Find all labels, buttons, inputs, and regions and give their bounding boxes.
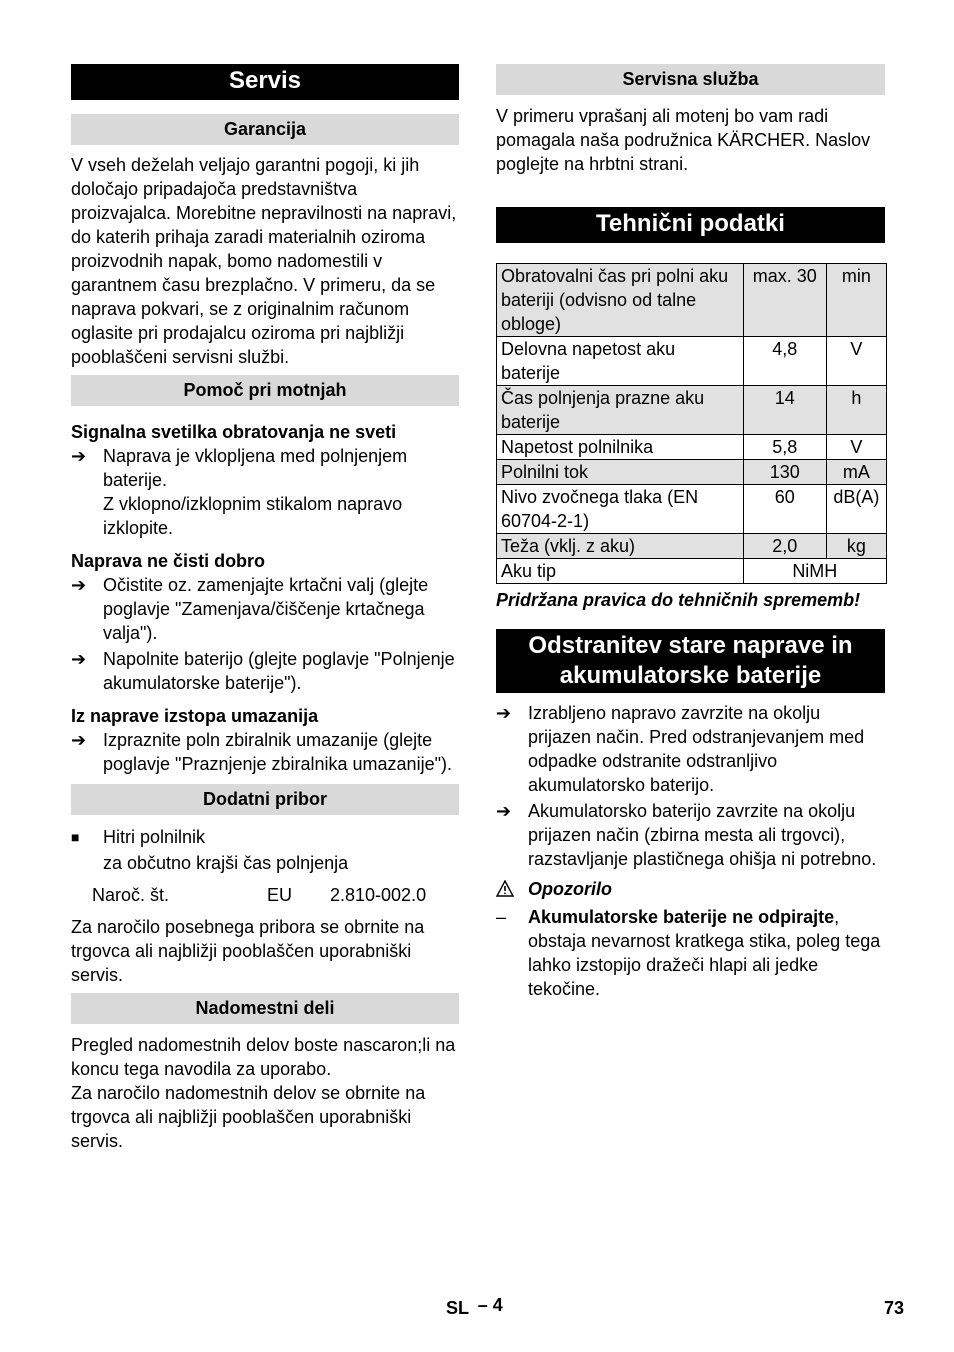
spec-value: NiMH [743, 559, 886, 584]
warning-heading: Opozorilo [496, 877, 885, 901]
warning-bold: Akumulatorske baterije ne odpirajte [528, 907, 835, 927]
subsection-title-pomoc: Pomoč pri motnjah [71, 375, 459, 406]
subsection-title-garancija: Garancija [71, 114, 459, 145]
spec-value: 130 [743, 460, 826, 485]
spec-unit: h [826, 386, 886, 435]
spec-unit: min [826, 264, 886, 337]
subsection-title-pribor: Dodatni pribor [71, 784, 459, 815]
fault-1-item-1: ➔ Naprava je vklopljena med polnjenjem baterije. [71, 446, 408, 490]
subsection-title-sluzba: Servisna služba [496, 64, 885, 95]
arrow-right-icon: ➔ [71, 730, 87, 750]
fault-title-2: Naprava ne čisti dobro [71, 551, 266, 571]
spec-label: Obratovalni čas pri polni aku bateriji (odvisno od talne obloge) [497, 264, 744, 337]
spec-label: Aku tip [497, 559, 744, 584]
spec-row [497, 264, 887, 337]
sluzba-text: V primeru vprašanj ali motenj bo vam radi pomagala naša podružnica KÄRCHER. Naslov poglejte na hrbtni strani. [496, 106, 871, 174]
spec-row [497, 337, 887, 386]
spec-unit: kg [826, 534, 886, 559]
arrow-right-icon: ➔ [496, 801, 512, 821]
square-bullet-icon: ■ [71, 829, 80, 845]
spec-label: Napetost polnilnika [497, 435, 744, 460]
arrow-right-icon: ➔ [71, 446, 87, 466]
spec-row [497, 534, 887, 559]
garancija-text: V vseh deželah veljajo garantni pogoji, ki jih določajo pripadajoča predstavništva proizvajalca. Morebitne nepravilnosti na napravi, do katerih prihaja zaradi materialnih oziroma proizvodnih napak, bomo nadomestili v garantnem času brezplačno. V primeru, da se naprava pokvari, se z originalnim računom oglasite pri prodajalcu oziroma pri najbližji pooblaščeni servisni službi. [71, 155, 457, 367]
spec-row [497, 435, 887, 460]
footer-lang: SL – 4 [446, 1295, 503, 1318]
order-number-row [71, 883, 459, 907]
right-column [496, 64, 885, 1001]
section-title-servis: Servis [71, 64, 459, 100]
spec-table [496, 263, 887, 584]
footer-page-local: – 4 [477, 1295, 503, 1315]
spec-unit: V [826, 337, 886, 386]
spec-unit: mA [826, 460, 886, 485]
spec-value: 4,8 [743, 337, 826, 386]
subsection-title-deli: Nadomestni deli [71, 993, 459, 1024]
accessory-description: za občutno krajši čas polnjenja [103, 853, 349, 873]
deli-text-1: Pregled nadomestnih delov boste nascaron;li na koncu tega navodila za uporabo. [71, 1035, 456, 1079]
spec-label: Polnilni tok [497, 460, 744, 485]
arrow-right-icon: ➔ [71, 649, 87, 669]
spec-label: Teža (vklj. z aku) [497, 534, 744, 559]
fault-2-item-1: ➔ Očistite oz. zamenjajte krtačni valj (glejte poglavje "Zamenjava/čiščenje krtačnega valja"). [71, 575, 429, 643]
spec-row [497, 386, 887, 435]
fault-title-1: Signalna svetilka obratovanja ne sveti [71, 422, 397, 442]
spec-unit: V [826, 435, 886, 460]
spec-value: 60 [743, 485, 826, 534]
fault-3-item-1: ➔ Izpraznite poln zbiralnik umazanije (glejte poglavje "Praznjenje zbiralnika umazanije"). [71, 730, 452, 774]
order-region: EU [267, 885, 293, 905]
spec-row [497, 559, 887, 584]
tech-note: Pridržana pravica do tehničnih sprememb! [496, 590, 861, 610]
footer-page-number: 73 [884, 1298, 905, 1318]
fault-title-3: Iz naprave izstopa umazanija [71, 706, 319, 726]
spec-value: 2,0 [743, 534, 826, 559]
disposal-item-1: ➔ Izrabljeno napravo zavrzite na okolju prijazen način. Pred odstranjevanjem med odpadke odstranite odstranljivo akumulatorsko baterijo. [496, 703, 865, 795]
dash-bullet: – [496, 907, 507, 927]
warning-triangle-icon [496, 877, 528, 901]
spec-value: 14 [743, 386, 826, 435]
spec-value: 5,8 [743, 435, 826, 460]
spec-label: Čas polnjenja prazne aku baterije [497, 386, 744, 435]
deli-text-2: Za naročilo nadomestnih delov se obrnite na trgovca ali najbližji pooblaščen uporabniški servis. [71, 1083, 426, 1151]
spec-label: Delovna napetost aku baterije [497, 337, 744, 386]
order-number: 2.810-002.0 [330, 885, 427, 905]
left-column [71, 64, 459, 1153]
section-title-disposal: Odstranitev stare naprave in akumulatorske baterije [496, 629, 885, 693]
spec-unit: dB(A) [826, 485, 886, 534]
section-title-tech: Tehnični podatki [496, 207, 885, 243]
warning-item [496, 905, 885, 1001]
order-label: Naroč. št. [92, 885, 170, 905]
arrow-right-icon: ➔ [71, 575, 87, 595]
fault-2-item-2: ➔ Napolnite baterijo (glejte poglavje "Polnjenje akumulatorske baterije"). [71, 649, 455, 693]
spec-label: Nivo zvočnega tlaka (EN 60704-2-1) [497, 485, 744, 534]
warning-rest: , obstaja nevarnost kratkega stika, poleg tega lahko izstopijo dražeči hlapi ali jedke tekočine. [528, 907, 881, 999]
spec-value: max. 30 [743, 264, 826, 337]
arrow-right-icon: ➔ [496, 703, 512, 723]
pribor-text: Za naročilo posebnega pribora se obrnite na trgovca ali najbližji pooblaščen uporabniški servis. [71, 917, 425, 985]
accessory-item: ■ Hitri polnilnik [71, 827, 206, 847]
fault-1-note: Z vklopno/izklopnim stikalom napravo izklopite. [103, 494, 403, 538]
disposal-item-2: ➔ Akumulatorsko baterijo zavrzite na okolju prijazen način (zbirna mesta ali trgovci), razstavljanje plastičnega ohišja ni potrebno. [496, 801, 877, 869]
spec-row [497, 460, 887, 485]
spec-row [497, 485, 887, 534]
